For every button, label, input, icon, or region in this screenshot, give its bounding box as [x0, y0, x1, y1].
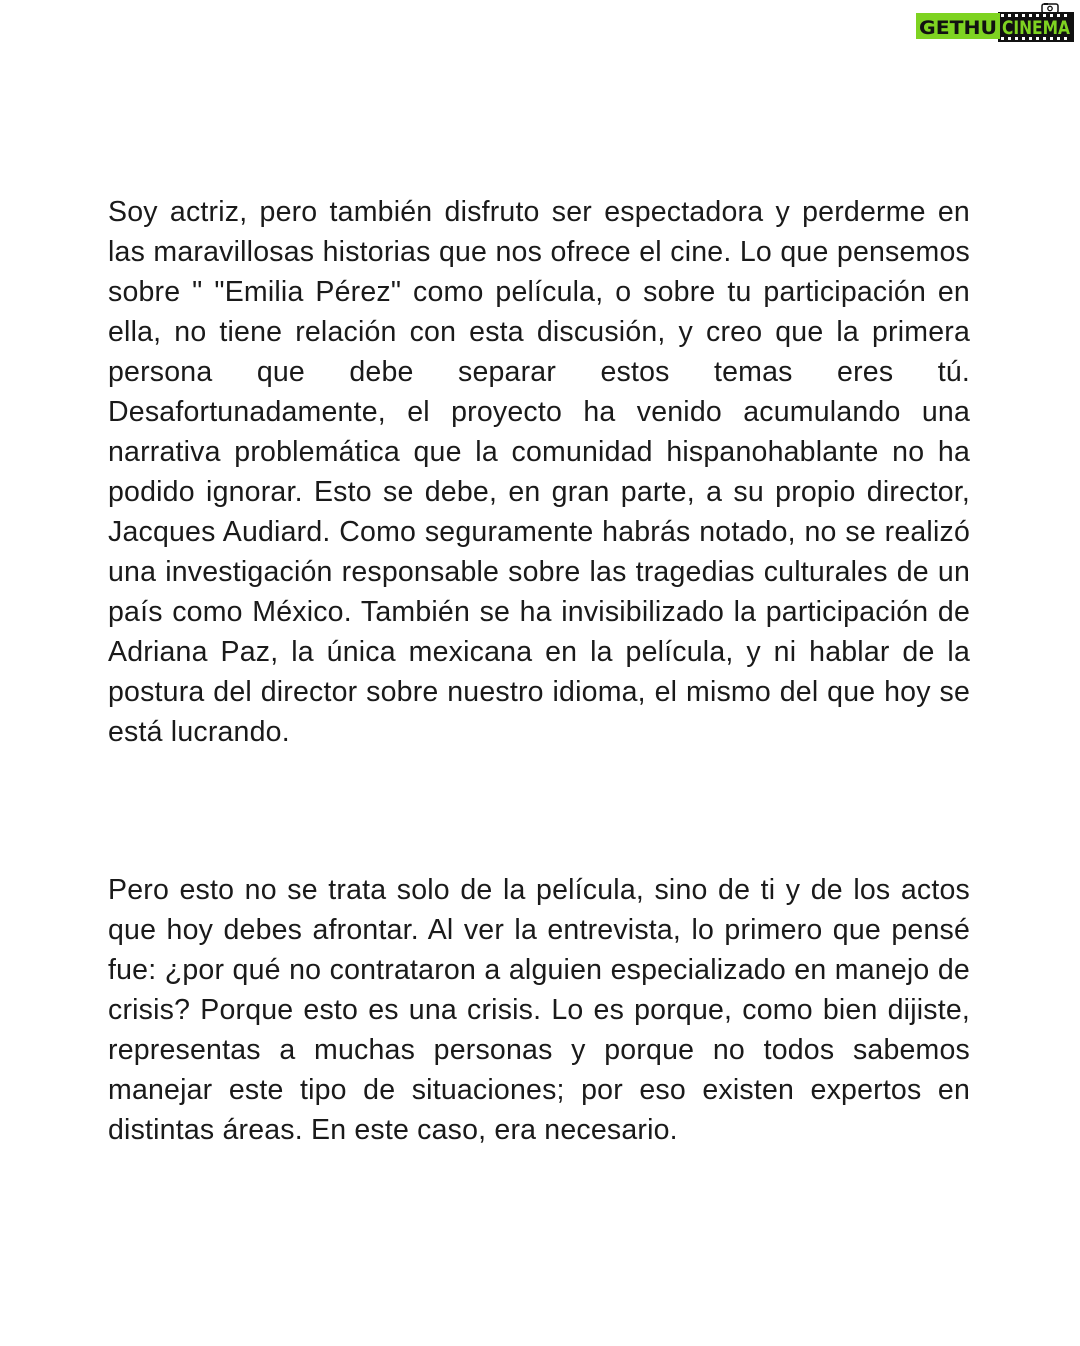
letter-paragraph-1: Soy actriz, pero también disfruto ser espectadora y perderme en las maravillosas historias que nos ofrece el cine. Lo que pensemos sobre " "Emilia Pérez" como película, o sobre tu participación en ella, no tiene relación con esta discusión, y creo que la primera persona que debe separar estos temas eres tú. Desafortunadamente, el proyecto ha venido acumulando una narrativa problemática que la comunidad hispanohablante no ha podido ignorar. Esto se debe, en gran parte, a su propio director, Jacques Audiard. Como seguramente habrás notado, no se realizó una investigación responsable sobre las tragedias culturales de un país como México. También se ha invisibilizado la participación de Adriana Paz, la única mexicana en la película, y ni hablar de la postura del director sobre nuestro idioma, el mismo del que hoy se está lucrando.	[108, 196, 970, 748]
brand-logo	[916, 4, 1076, 44]
camera-icon	[1042, 3, 1058, 13]
letter-paragraph-2: Pero esto no se trata solo de la película, sino de ti y de los actos que hoy debes afrontar. Al ver la entrevista, lo primero que pensé fue: ¿por qué no contrataron a alguien especializado en manejo de crisis? Porque esto es una crisis. Lo es porque, como bien dijiste, representas a muchas personas y porque no todos sabemos manejar este tipo de situaciones; por eso existen expertos en distintas áreas. En este caso, era necesario.	[108, 874, 970, 1146]
logo-text-cinema: CINEMA	[1002, 17, 1071, 39]
logo-text-gethu: GETHU	[919, 17, 997, 39]
